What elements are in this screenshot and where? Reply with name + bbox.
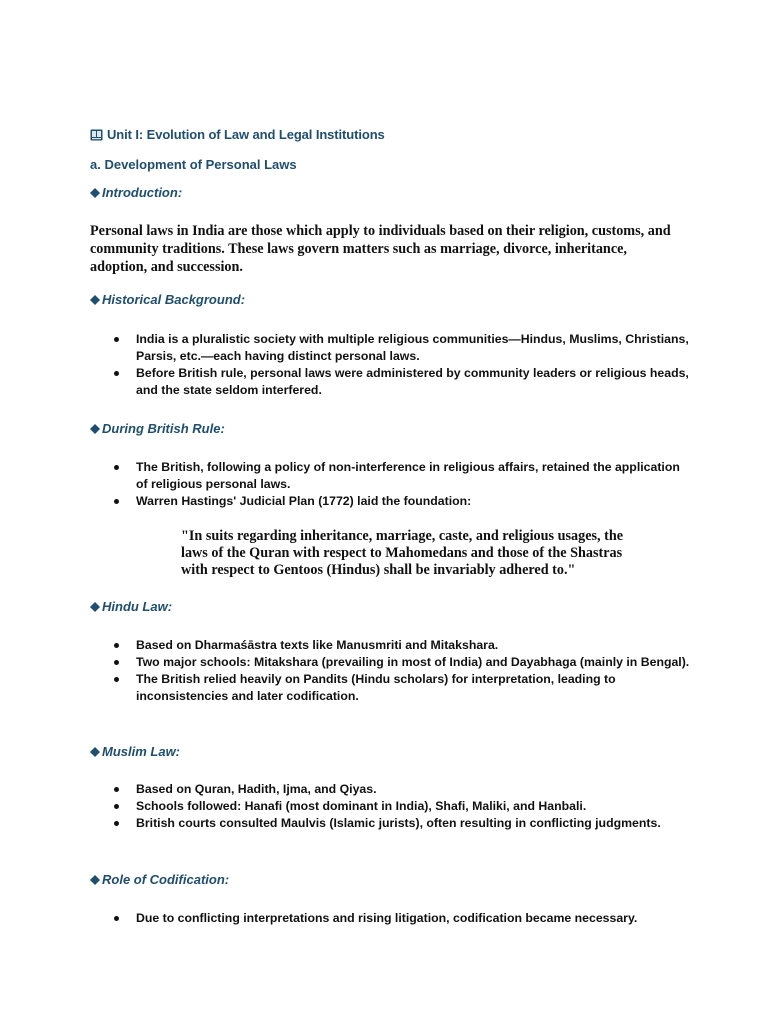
list-item-text: The British relied heavily on Pandits (Hindu scholars) for interpretation, leading to inconsistencies and later codification.: [136, 672, 616, 703]
bullet-icon: [114, 643, 119, 648]
list-item-text: The British, following a policy of non-interference in religious affairs, retained the application of religious personal laws.: [136, 460, 680, 491]
british-list: [112, 459, 692, 510]
diamond-icon: [90, 747, 100, 757]
introduction-heading-text: Introduction:: [102, 185, 183, 200]
section-title: a. Development of Personal Laws: [90, 157, 297, 172]
muslim-list: [112, 781, 692, 832]
list-item: [112, 798, 692, 815]
hindu-list: [112, 637, 692, 705]
list-item: [112, 781, 692, 798]
bullet-icon: [114, 371, 119, 376]
hindu-heading: [90, 599, 172, 614]
list-item: [112, 365, 692, 399]
list-item: [112, 910, 692, 927]
unit-title: [90, 127, 385, 142]
british-heading-text: During British Rule:: [102, 421, 225, 436]
list-item: [112, 671, 692, 705]
diamond-icon: [90, 188, 100, 198]
list-item-text: Schools followed: Hanafi (most dominant in India), Shafi, Maliki, and Hanbali.: [136, 799, 587, 813]
bullet-icon: [114, 677, 119, 682]
bullet-icon: [114, 804, 119, 809]
list-item: [112, 459, 692, 493]
list-item-text: Warren Hastings' Judicial Plan (1772) laid the foundation:: [136, 494, 472, 508]
list-item-text: British courts consulted Maulvis (Islamic jurists), often resulting in conflicting judgments.: [136, 816, 661, 830]
bullet-icon: [114, 465, 119, 470]
diamond-icon: [90, 875, 100, 885]
list-item-text: Due to conflicting interpretations and rising litigation, codification became necessary.: [136, 911, 638, 925]
list-item: [112, 815, 692, 832]
diamond-icon: [90, 602, 100, 612]
diamond-icon: [90, 295, 100, 305]
introduction-paragraph: Personal laws in India are those which apply to individuals based on their religion, customs, and community traditions. These laws govern matters such as marriage, divorce, inheritance, adoption, and succession.: [90, 223, 671, 275]
list-item-text: Based on Dharmaśāstra texts like Manusmriti and Mitakshara.: [136, 638, 499, 652]
list-item-text: Before British rule, personal laws were administered by community leaders or religious heads, and the state seldom interfered.: [136, 366, 689, 397]
bullet-icon: [114, 337, 119, 342]
historical-list: [112, 331, 692, 399]
muslim-heading-text: Muslim Law:: [102, 744, 181, 759]
british-heading: [90, 421, 225, 436]
list-item-text: Two major schools: Mitakshara (prevailing in most of India) and Dayabhaga (mainly in Bengal).: [136, 655, 690, 669]
list-item: [112, 637, 692, 654]
historical-heading-text: Historical Background:: [102, 292, 246, 307]
bullet-icon: [114, 787, 119, 792]
muslim-heading: [90, 744, 180, 759]
list-item-text: Based on Quran, Hadith, Ijma, and Qiyas.: [136, 782, 377, 796]
list-item: [112, 331, 692, 365]
bullet-icon: [114, 821, 119, 826]
book-icon: [90, 129, 103, 141]
bullet-icon: [114, 499, 119, 504]
list-item: [112, 493, 692, 510]
codification-list: [112, 910, 692, 927]
list-item-text: India is a pluralistic society with multiple religious communities—Hindus, Muslims, Christians, Parsis, etc.—each having distinct personal laws.: [136, 332, 689, 363]
historical-heading: [90, 292, 245, 307]
hastings-quote: "In suits regarding inheritance, marriage, caste, and religious usages, the laws of the Quran with respect to Mahomedans and those of the Shastras with respect to Gentoos (Hindus) shall be invariably adhered to.": [181, 528, 624, 578]
diamond-icon: [90, 424, 100, 434]
unit-title-text: Unit I: Evolution of Law and Legal Institutions: [107, 127, 385, 142]
introduction-heading: [90, 185, 182, 200]
bullet-icon: [114, 660, 119, 665]
codification-heading: [90, 872, 229, 887]
list-item: [112, 654, 692, 671]
codification-heading-text: Role of Codification:: [102, 872, 230, 887]
hindu-heading-text: Hindu Law:: [102, 599, 173, 614]
bullet-icon: [114, 916, 119, 921]
